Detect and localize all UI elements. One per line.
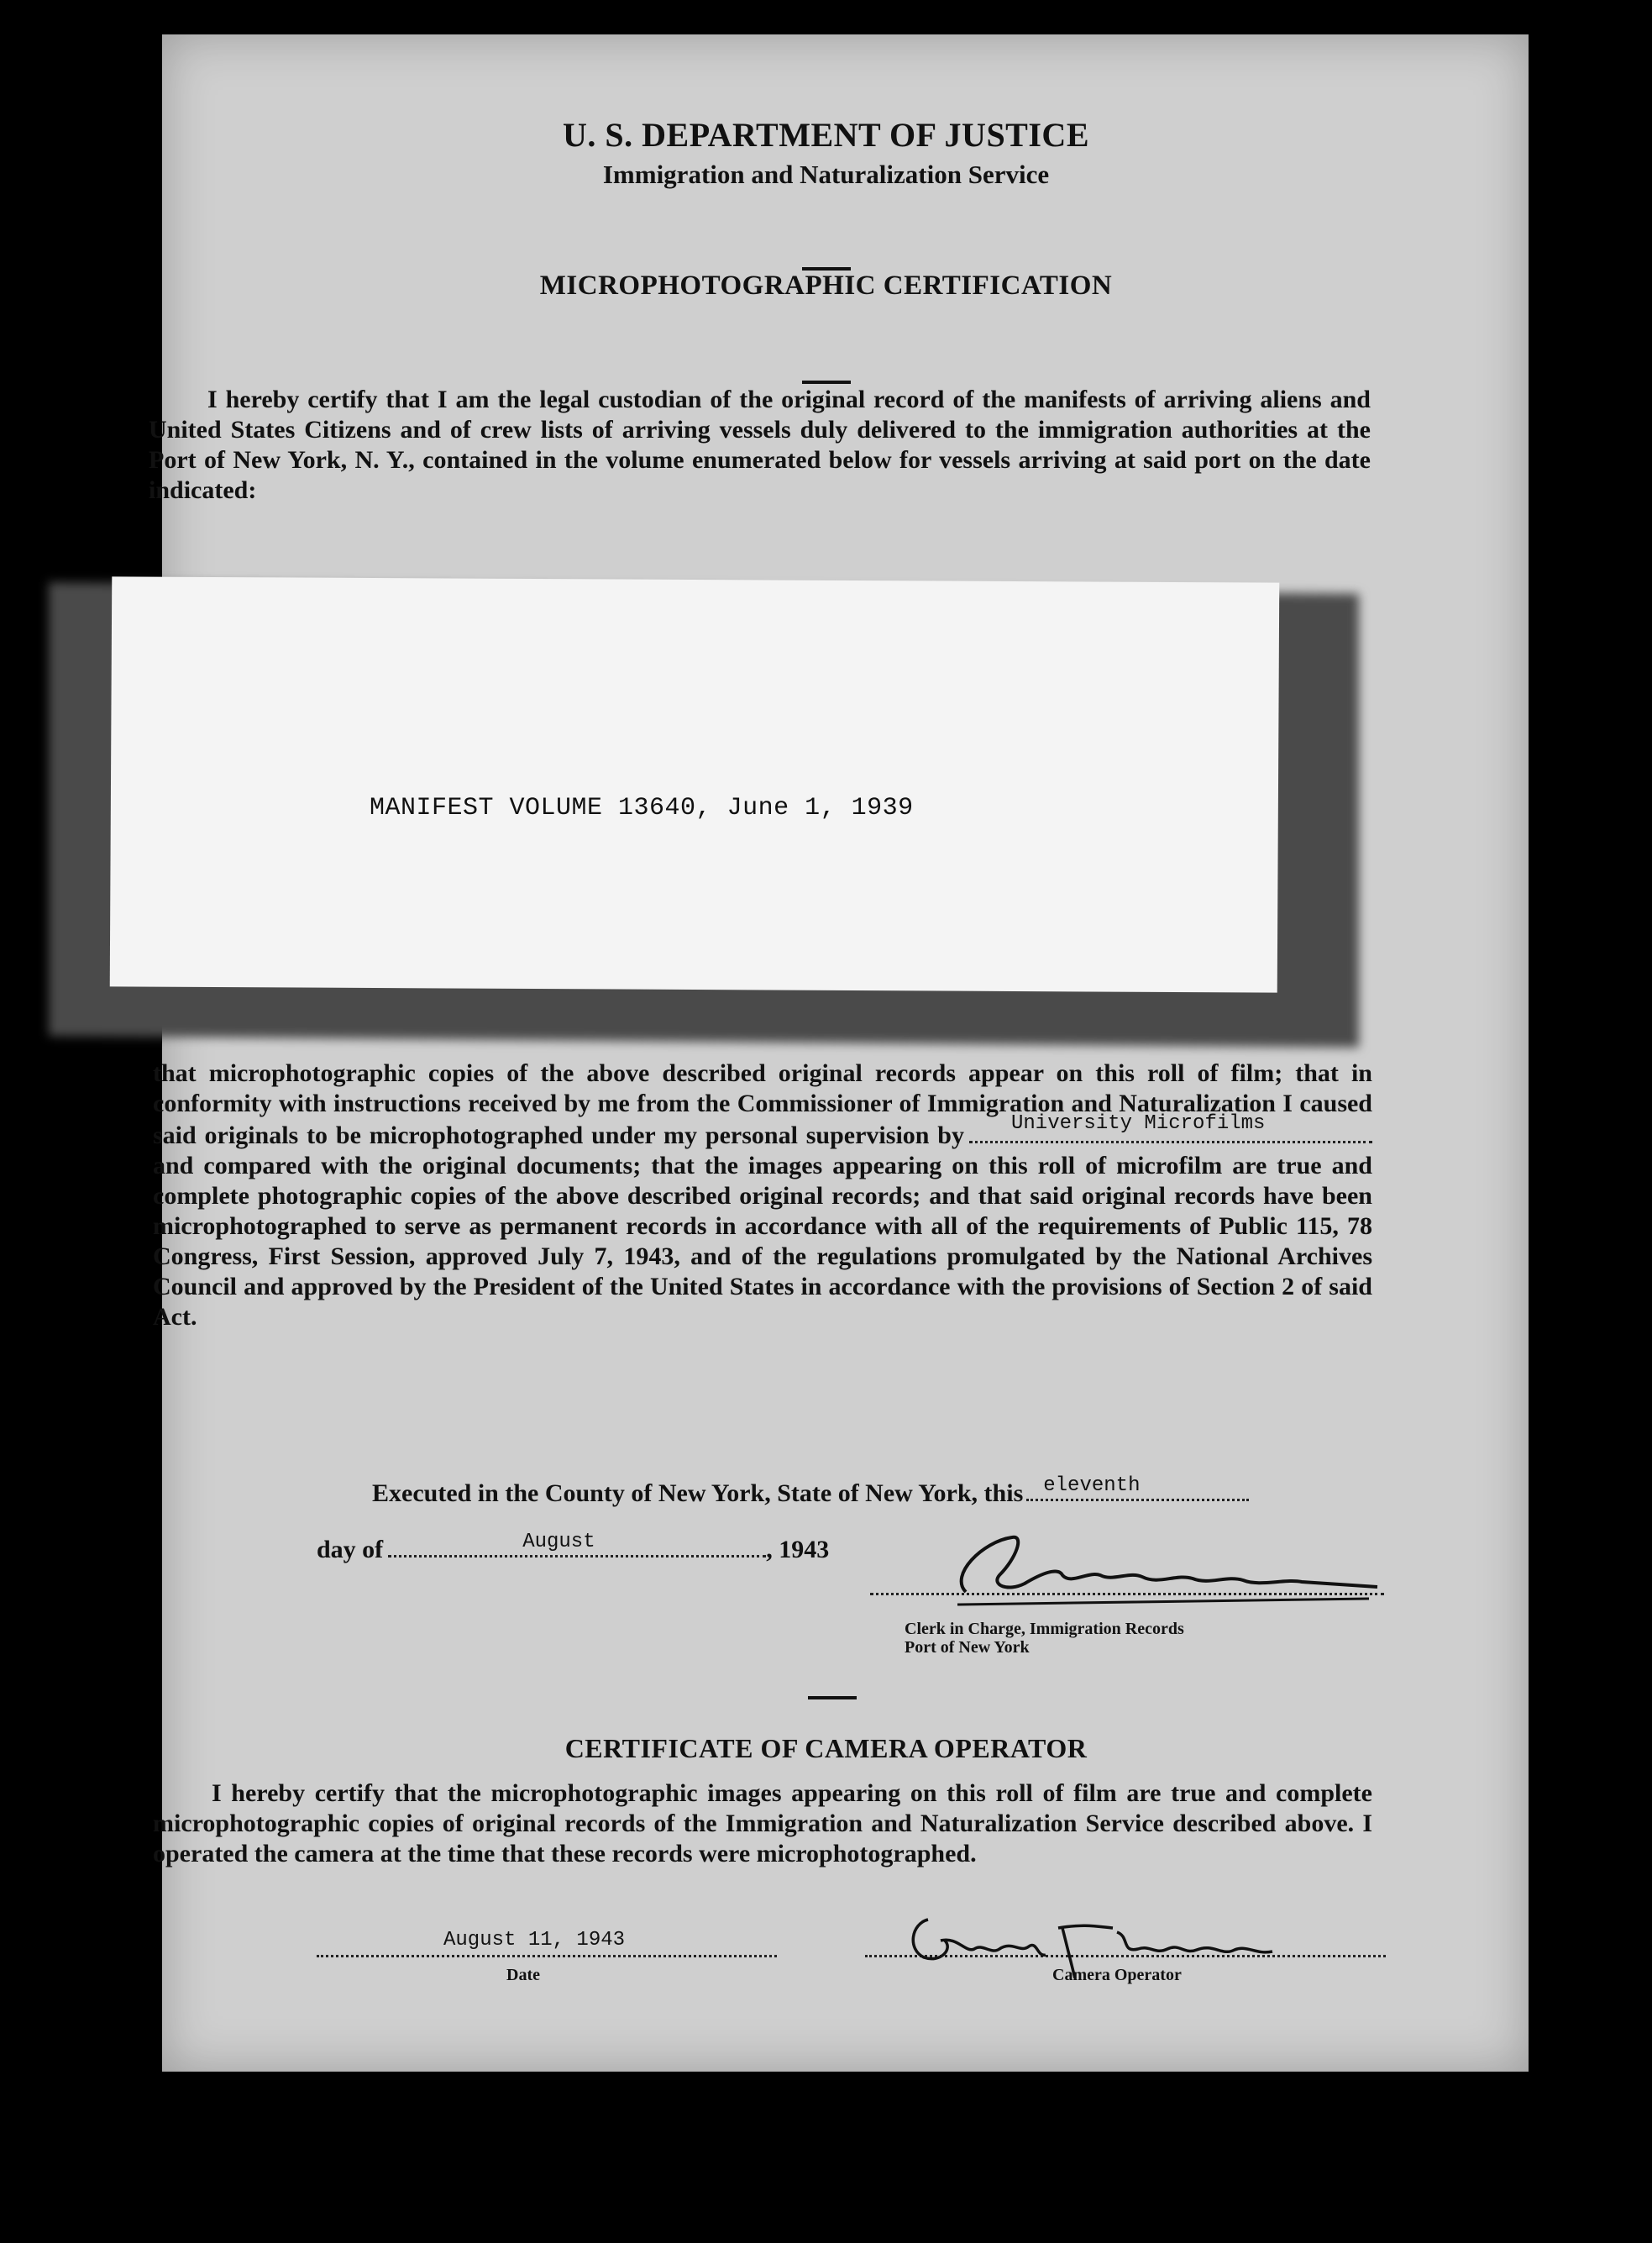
service-subheading: Immigration and Naturalization Service xyxy=(602,160,1050,189)
certification-text-part2: and compared with the original documents; that the images appearing on this roll of microfilm are true and complete photographic copies of the above described original records; and that said original records have been microphotographed to serve as permanent records in accordance with all of the requirements of Public 115, 78 Congress, First Session, approved July 7, 1943, and of the regulations promulgated by the National Archives Council and approved by the President of the United States in accordance with the provisions of Section 2 of said Act. xyxy=(153,1152,1372,1331)
clerk-signature xyxy=(932,1525,1386,1617)
certification-paragraph xyxy=(153,1058,1372,1332)
supervisor-field xyxy=(969,1112,1372,1143)
camera-operator-label: Camera Operator xyxy=(1052,1966,1182,1984)
executed-prefix: Executed in the County of New York, State of New York, this xyxy=(372,1479,1024,1507)
day-of-line: day of August , 1943 xyxy=(317,1531,830,1563)
month-field xyxy=(388,1533,766,1557)
certification-text-part1: that microphotographic copies of the above described original records appear on this roll of film; that in conformity with instructions received by me from the Commissioner of Immigration and Naturalization I caused said originals to be microphotographed under my personal supervision by xyxy=(153,1059,1372,1149)
month-value: August xyxy=(522,1531,595,1553)
camera-operator-statement: I hereby certify that the microphotographic images appearing on this roll of film are true and complete microphotographic copies of original records of the Immigration and Naturalization Service described above. I operated the camera at the time that these records were microphotographed. xyxy=(153,1779,1372,1867)
clerk-title-line2: Port of New York xyxy=(905,1638,1030,1657)
day-of-label: day of xyxy=(317,1536,384,1563)
camera-operator-heading: CERTIFICATE OF CAMERA OPERATOR xyxy=(564,1733,1088,1763)
year-value: 1943 xyxy=(779,1536,830,1563)
manifest-volume-label: MANIFEST VOLUME 13640, June 1, 1939 xyxy=(370,794,914,822)
day-value: eleventh xyxy=(1043,1474,1141,1497)
date-value: August 11, 1943 xyxy=(443,1929,626,1951)
day-field xyxy=(1026,1474,1249,1501)
department-heading: U. S. DEPARTMENT OF JUSTICE xyxy=(563,116,1089,154)
divider xyxy=(802,381,851,384)
custodian-statement: I hereby certify that I am the legal custodian of the original record of the manifests of arriving aliens and United States Citizens and of crew lists of arriving vessels duly delivered to the immigration authorities at the Port of New York, N. Y., contained in the volume enumerated below for vessels arriving at said port on the date indicated: xyxy=(149,386,1371,504)
divider xyxy=(808,1696,857,1699)
certificate-page xyxy=(162,34,1529,2072)
executed-line xyxy=(372,1474,1249,1508)
date-label: Date xyxy=(506,1966,540,1984)
clerk-title xyxy=(905,1620,1184,1657)
supervisor-value: University Microfilms xyxy=(1011,1112,1266,1135)
clerk-title-line1: Clerk in Charge, Immigration Records xyxy=(905,1620,1184,1638)
volume-slip xyxy=(110,576,1280,992)
certification-title: MICROPHOTOGRAPHIC CERTIFICATION xyxy=(539,271,1113,301)
